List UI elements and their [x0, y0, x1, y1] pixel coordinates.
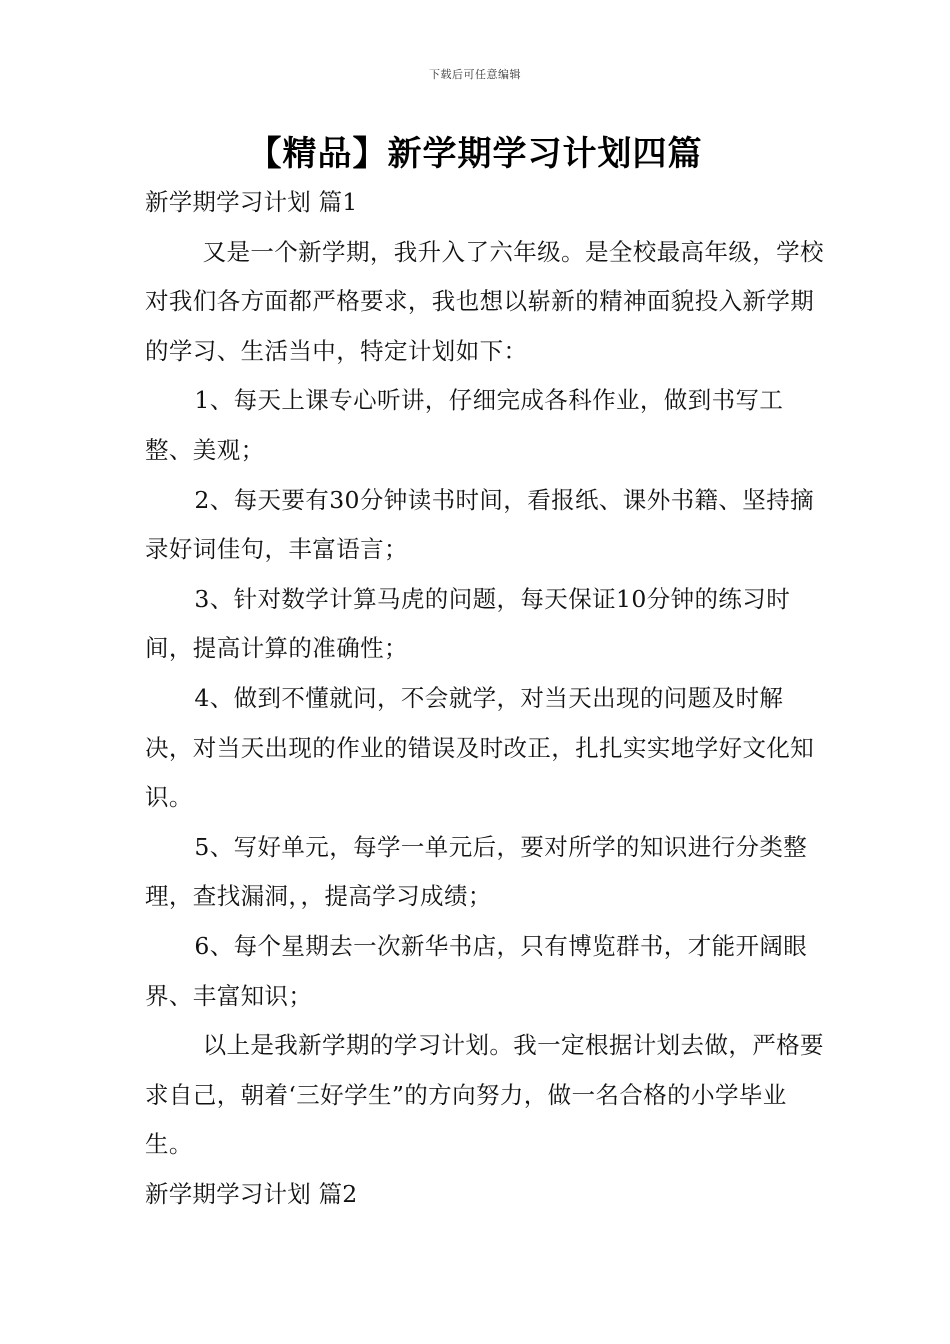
document-body [145, 178, 825, 1219]
section-heading-2: 新学期学习计划 篇2 [145, 1179, 358, 1208]
plan-item-6: 6、每个星期去一次新华书店，只有博览群书，才能开阔眼界、丰富知识； [145, 931, 808, 1010]
plan-item-5: 5、写好单元，每学一单元后，要对所学的知识进行分类整理，查找漏洞，，提高学习成绩； [145, 832, 808, 911]
document-title: 【精品】新学期学习计划四篇 [247, 134, 703, 174]
header-note: 下载后可任意编辑 [429, 68, 521, 81]
intro-paragraph: 又是一个新学期，我升入了六年级。是全校最高年级，学校对我们各方面都严格要求，我也想以崭新的精神面貌投入新学期的学习、生活当中，特定计划如下： [145, 237, 824, 365]
plan-item-3: 3、针对数学计算马虎的问题，每天保证10分钟的练习时间，提高计算的准确性； [145, 584, 791, 663]
plan-item-2: 2、每天要有30分钟读书时间，看报纸、课外书籍、坚持摘录好词佳句，丰富语言； [145, 485, 814, 564]
conclusion-paragraph: 以上是我新学期的学习计划。我一定根据计划去做，严格要求自己，朝着‘三好学生”的方向努力，做一名合格的小学毕业生。 [145, 1031, 824, 1159]
section-heading-1: 新学期学习计划 篇1 [145, 188, 358, 216]
plan-item-1: 1、每天上课专心听讲，仔细完成各科作业，做到书写工整、美观； [145, 386, 784, 464]
plan-item-4: 4、做到不懂就问，不会就学，对当天出现的问题及时解决，对当天出现的作业的错误及时改正，扎扎实实地学好文化知识。 [145, 683, 815, 812]
